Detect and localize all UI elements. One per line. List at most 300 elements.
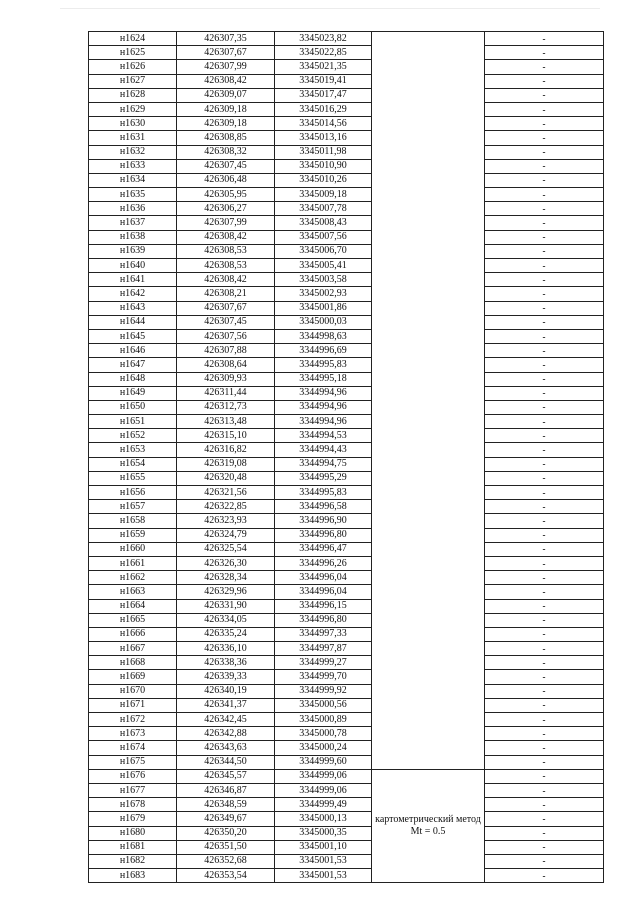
y-coordinate-cell: 3345013,16 xyxy=(275,131,372,145)
dash-cell: - xyxy=(485,684,604,698)
y-coordinate-cell: 3344996,04 xyxy=(275,585,372,599)
dash-cell: - xyxy=(485,386,604,400)
x-coordinate-cell: 426339,33 xyxy=(177,670,275,684)
point-name-cell: н1657 xyxy=(89,500,177,514)
table-row xyxy=(89,783,604,797)
y-coordinate-cell: 3345007,78 xyxy=(275,202,372,216)
table-row xyxy=(89,117,604,131)
dash-cell: - xyxy=(485,713,604,727)
y-coordinate-cell: 3345000,89 xyxy=(275,713,372,727)
table-row xyxy=(89,273,604,287)
dash-cell: - xyxy=(485,145,604,159)
x-coordinate-cell: 426321,56 xyxy=(177,486,275,500)
y-coordinate-cell: 3345000,35 xyxy=(275,826,372,840)
y-coordinate-cell: 3345016,29 xyxy=(275,102,372,116)
x-coordinate-cell: 426307,45 xyxy=(177,159,275,173)
table-row xyxy=(89,854,604,868)
x-coordinate-cell: 426315,10 xyxy=(177,429,275,443)
y-coordinate-cell: 3344999,06 xyxy=(275,783,372,797)
x-coordinate-cell: 426307,56 xyxy=(177,329,275,343)
table-row xyxy=(89,358,604,372)
table-row xyxy=(89,627,604,641)
point-name-cell: н1667 xyxy=(89,642,177,656)
x-coordinate-cell: 426307,45 xyxy=(177,315,275,329)
y-coordinate-cell: 3345001,10 xyxy=(275,840,372,854)
dash-cell: - xyxy=(485,88,604,102)
method-cell: картометрический метод Mt = 0.5 xyxy=(372,769,485,883)
dash-cell: - xyxy=(485,585,604,599)
dash-cell: - xyxy=(485,798,604,812)
x-coordinate-cell: 426307,35 xyxy=(177,32,275,46)
dash-cell: - xyxy=(485,60,604,74)
x-coordinate-cell: 426308,21 xyxy=(177,287,275,301)
point-name-cell: н1626 xyxy=(89,60,177,74)
point-name-cell: н1633 xyxy=(89,159,177,173)
dash-cell: - xyxy=(485,46,604,60)
y-coordinate-cell: 3345001,53 xyxy=(275,854,372,868)
dash-cell: - xyxy=(485,826,604,840)
point-name-cell: н1634 xyxy=(89,173,177,187)
point-name-cell: н1645 xyxy=(89,329,177,343)
dash-cell: - xyxy=(485,32,604,46)
y-coordinate-cell: 3345009,18 xyxy=(275,188,372,202)
point-name-cell: н1640 xyxy=(89,259,177,273)
point-name-cell: н1627 xyxy=(89,74,177,88)
x-coordinate-cell: 426348,59 xyxy=(177,798,275,812)
dash-cell: - xyxy=(485,244,604,258)
point-name-cell: н1674 xyxy=(89,741,177,755)
x-coordinate-cell: 426308,42 xyxy=(177,230,275,244)
point-name-cell: н1656 xyxy=(89,486,177,500)
point-name-cell: н1660 xyxy=(89,542,177,556)
table-row xyxy=(89,741,604,755)
table-row xyxy=(89,486,604,500)
point-name-cell: н1679 xyxy=(89,812,177,826)
table-row xyxy=(89,429,604,443)
point-name-cell: н1666 xyxy=(89,627,177,641)
dash-cell: - xyxy=(485,500,604,514)
table-row xyxy=(89,656,604,670)
table-row xyxy=(89,798,604,812)
x-coordinate-cell: 426309,18 xyxy=(177,117,275,131)
x-coordinate-cell: 426306,48 xyxy=(177,173,275,187)
x-coordinate-cell: 426308,53 xyxy=(177,244,275,258)
x-coordinate-cell: 426308,64 xyxy=(177,358,275,372)
y-coordinate-cell: 3345022,85 xyxy=(275,46,372,60)
point-name-cell: н1629 xyxy=(89,102,177,116)
dash-cell: - xyxy=(485,869,604,883)
point-name-cell: н1655 xyxy=(89,471,177,485)
point-name-cell: н1648 xyxy=(89,372,177,386)
dash-cell: - xyxy=(485,812,604,826)
y-coordinate-cell: 3344996,80 xyxy=(275,528,372,542)
table-row xyxy=(89,727,604,741)
x-coordinate-cell: 426309,18 xyxy=(177,102,275,116)
x-coordinate-cell: 426342,45 xyxy=(177,713,275,727)
y-coordinate-cell: 3344999,92 xyxy=(275,684,372,698)
y-coordinate-cell: 3345007,56 xyxy=(275,230,372,244)
y-coordinate-cell: 3345006,70 xyxy=(275,244,372,258)
dash-cell: - xyxy=(485,741,604,755)
x-coordinate-cell: 426308,32 xyxy=(177,145,275,159)
dash-cell: - xyxy=(485,315,604,329)
table-row xyxy=(89,329,604,343)
point-name-cell: н1665 xyxy=(89,613,177,627)
dash-cell: - xyxy=(485,102,604,116)
table-row xyxy=(89,46,604,60)
dash-cell: - xyxy=(485,783,604,797)
point-name-cell: н1632 xyxy=(89,145,177,159)
y-coordinate-cell: 3345010,26 xyxy=(275,173,372,187)
dash-cell: - xyxy=(485,415,604,429)
x-coordinate-cell: 426323,93 xyxy=(177,514,275,528)
x-coordinate-cell: 426350,20 xyxy=(177,826,275,840)
y-coordinate-cell: 3345000,13 xyxy=(275,812,372,826)
y-coordinate-cell: 3344994,96 xyxy=(275,400,372,414)
dash-cell: - xyxy=(485,840,604,854)
point-name-cell: н1630 xyxy=(89,117,177,131)
table-row xyxy=(89,514,604,528)
x-coordinate-cell: 426349,67 xyxy=(177,812,275,826)
y-coordinate-cell: 3344994,53 xyxy=(275,429,372,443)
dash-cell: - xyxy=(485,358,604,372)
dash-cell: - xyxy=(485,287,604,301)
table-row xyxy=(89,457,604,471)
x-coordinate-cell: 426331,90 xyxy=(177,599,275,613)
point-name-cell: н1625 xyxy=(89,46,177,60)
y-coordinate-cell: 3344996,15 xyxy=(275,599,372,613)
dash-cell: - xyxy=(485,457,604,471)
point-name-cell: н1653 xyxy=(89,443,177,457)
dash-cell: - xyxy=(485,159,604,173)
dash-cell: - xyxy=(485,301,604,315)
x-coordinate-cell: 426309,07 xyxy=(177,88,275,102)
x-coordinate-cell: 426338,36 xyxy=(177,656,275,670)
x-coordinate-cell: 426328,34 xyxy=(177,571,275,585)
y-coordinate-cell: 3344994,75 xyxy=(275,457,372,471)
table-row xyxy=(89,145,604,159)
table-row xyxy=(89,131,604,145)
dash-cell: - xyxy=(485,571,604,585)
point-name-cell: н1672 xyxy=(89,713,177,727)
x-coordinate-cell: 426309,93 xyxy=(177,372,275,386)
point-name-cell: н1661 xyxy=(89,556,177,570)
table-row xyxy=(89,32,604,46)
point-name-cell: н1654 xyxy=(89,457,177,471)
scan-artifact xyxy=(60,8,600,9)
table-row xyxy=(89,230,604,244)
x-coordinate-cell: 426311,44 xyxy=(177,386,275,400)
y-coordinate-cell: 3345014,56 xyxy=(275,117,372,131)
dash-cell: - xyxy=(485,599,604,613)
x-coordinate-cell: 426322,85 xyxy=(177,500,275,514)
y-coordinate-cell: 3345005,41 xyxy=(275,259,372,273)
x-coordinate-cell: 426312,73 xyxy=(177,400,275,414)
table-row xyxy=(89,159,604,173)
point-name-cell: н1680 xyxy=(89,826,177,840)
x-coordinate-cell: 426341,37 xyxy=(177,698,275,712)
x-coordinate-cell: 426324,79 xyxy=(177,528,275,542)
dash-cell: - xyxy=(485,514,604,528)
dash-cell: - xyxy=(485,656,604,670)
table-row xyxy=(89,259,604,273)
x-coordinate-cell: 426335,24 xyxy=(177,627,275,641)
y-coordinate-cell: 3345008,43 xyxy=(275,216,372,230)
x-coordinate-cell: 426316,82 xyxy=(177,443,275,457)
table-row xyxy=(89,415,604,429)
dash-cell: - xyxy=(485,613,604,627)
x-coordinate-cell: 426308,42 xyxy=(177,273,275,287)
point-name-cell: н1641 xyxy=(89,273,177,287)
y-coordinate-cell: 3344995,29 xyxy=(275,471,372,485)
point-name-cell: н1639 xyxy=(89,244,177,258)
dash-cell: - xyxy=(485,131,604,145)
y-coordinate-cell: 3344998,63 xyxy=(275,329,372,343)
point-name-cell: н1650 xyxy=(89,400,177,414)
x-coordinate-cell: 426307,67 xyxy=(177,301,275,315)
table-row xyxy=(89,698,604,712)
y-coordinate-cell: 3344999,49 xyxy=(275,798,372,812)
table-row xyxy=(89,571,604,585)
y-coordinate-cell: 3344995,18 xyxy=(275,372,372,386)
table-row xyxy=(89,244,604,258)
y-coordinate-cell: 3344996,58 xyxy=(275,500,372,514)
table-row xyxy=(89,528,604,542)
y-coordinate-cell: 3345023,82 xyxy=(275,32,372,46)
point-name-cell: н1658 xyxy=(89,514,177,528)
y-coordinate-cell: 3344996,90 xyxy=(275,514,372,528)
dash-cell: - xyxy=(485,216,604,230)
y-coordinate-cell: 3345002,93 xyxy=(275,287,372,301)
table-row xyxy=(89,372,604,386)
point-name-cell: н1663 xyxy=(89,585,177,599)
point-name-cell: н1682 xyxy=(89,854,177,868)
x-coordinate-cell: 426351,50 xyxy=(177,840,275,854)
dash-cell: - xyxy=(485,642,604,656)
dash-cell: - xyxy=(485,259,604,273)
y-coordinate-cell: 3345017,47 xyxy=(275,88,372,102)
y-coordinate-cell: 3344996,26 xyxy=(275,556,372,570)
x-coordinate-cell: 426305,95 xyxy=(177,188,275,202)
x-coordinate-cell: 426342,88 xyxy=(177,727,275,741)
dash-cell: - xyxy=(485,556,604,570)
table-row xyxy=(89,826,604,840)
dash-cell: - xyxy=(485,670,604,684)
y-coordinate-cell: 3344994,43 xyxy=(275,443,372,457)
y-coordinate-cell: 3344999,27 xyxy=(275,656,372,670)
point-name-cell: н1644 xyxy=(89,315,177,329)
y-coordinate-cell: 3344996,47 xyxy=(275,542,372,556)
x-coordinate-cell: 426334,05 xyxy=(177,613,275,627)
point-name-cell: н1638 xyxy=(89,230,177,244)
table-row xyxy=(89,869,604,883)
y-coordinate-cell: 3345000,24 xyxy=(275,741,372,755)
point-name-cell: н1628 xyxy=(89,88,177,102)
x-coordinate-cell: 426343,63 xyxy=(177,741,275,755)
x-coordinate-cell: 426344,50 xyxy=(177,755,275,769)
y-coordinate-cell: 3344994,96 xyxy=(275,386,372,400)
table-row xyxy=(89,315,604,329)
y-coordinate-cell: 3344999,06 xyxy=(275,769,372,783)
point-name-cell: н1635 xyxy=(89,188,177,202)
table-row xyxy=(89,755,604,769)
point-name-cell: н1677 xyxy=(89,783,177,797)
method-cell-empty xyxy=(372,32,485,770)
x-coordinate-cell: 426308,42 xyxy=(177,74,275,88)
table-row xyxy=(89,74,604,88)
table-row xyxy=(89,670,604,684)
y-coordinate-cell: 3345000,78 xyxy=(275,727,372,741)
y-coordinate-cell: 3344994,96 xyxy=(275,415,372,429)
table-row xyxy=(89,400,604,414)
dash-cell: - xyxy=(485,769,604,783)
table-row xyxy=(89,840,604,854)
table-row xyxy=(89,542,604,556)
dash-cell: - xyxy=(485,202,604,216)
y-coordinate-cell: 3345011,98 xyxy=(275,145,372,159)
table-row xyxy=(89,102,604,116)
x-coordinate-cell: 426308,53 xyxy=(177,259,275,273)
point-name-cell: н1681 xyxy=(89,840,177,854)
dash-cell: - xyxy=(485,443,604,457)
table-row xyxy=(89,642,604,656)
table-row xyxy=(89,443,604,457)
table-row xyxy=(89,769,604,783)
table-row xyxy=(89,188,604,202)
table-row xyxy=(89,301,604,315)
y-coordinate-cell: 3344997,33 xyxy=(275,627,372,641)
y-coordinate-cell: 3344996,80 xyxy=(275,613,372,627)
point-name-cell: н1678 xyxy=(89,798,177,812)
y-coordinate-cell: 3345001,86 xyxy=(275,301,372,315)
x-coordinate-cell: 426319,08 xyxy=(177,457,275,471)
table-row xyxy=(89,386,604,400)
point-name-cell: н1646 xyxy=(89,344,177,358)
point-name-cell: н1636 xyxy=(89,202,177,216)
table-row xyxy=(89,88,604,102)
point-name-cell: н1647 xyxy=(89,358,177,372)
y-coordinate-cell: 3344996,04 xyxy=(275,571,372,585)
point-name-cell: н1683 xyxy=(89,869,177,883)
x-coordinate-cell: 426307,99 xyxy=(177,216,275,230)
x-coordinate-cell: 426307,67 xyxy=(177,46,275,60)
x-coordinate-cell: 426308,85 xyxy=(177,131,275,145)
x-coordinate-cell: 426340,19 xyxy=(177,684,275,698)
point-name-cell: н1649 xyxy=(89,386,177,400)
point-name-cell: н1662 xyxy=(89,571,177,585)
table-row xyxy=(89,713,604,727)
x-coordinate-cell: 426307,99 xyxy=(177,60,275,74)
y-coordinate-cell: 3345000,03 xyxy=(275,315,372,329)
y-coordinate-cell: 3345019,41 xyxy=(275,74,372,88)
table-row xyxy=(89,684,604,698)
point-name-cell: н1676 xyxy=(89,769,177,783)
point-name-cell: н1631 xyxy=(89,131,177,145)
coordinates-table-body xyxy=(89,32,604,883)
y-coordinate-cell: 3344995,83 xyxy=(275,358,372,372)
dash-cell: - xyxy=(485,471,604,485)
point-name-cell: н1669 xyxy=(89,670,177,684)
point-name-cell: н1652 xyxy=(89,429,177,443)
y-coordinate-cell: 3345001,53 xyxy=(275,869,372,883)
x-coordinate-cell: 426346,87 xyxy=(177,783,275,797)
table-row xyxy=(89,216,604,230)
table-row xyxy=(89,471,604,485)
point-name-cell: н1651 xyxy=(89,415,177,429)
point-name-cell: н1637 xyxy=(89,216,177,230)
dash-cell: - xyxy=(485,74,604,88)
x-coordinate-cell: 426306,27 xyxy=(177,202,275,216)
dash-cell: - xyxy=(485,429,604,443)
x-coordinate-cell: 426307,88 xyxy=(177,344,275,358)
x-coordinate-cell: 426320,48 xyxy=(177,471,275,485)
dash-cell: - xyxy=(485,542,604,556)
dash-cell: - xyxy=(485,854,604,868)
y-coordinate-cell: 3345021,35 xyxy=(275,60,372,74)
x-coordinate-cell: 426329,96 xyxy=(177,585,275,599)
table-row xyxy=(89,202,604,216)
y-coordinate-cell: 3344999,70 xyxy=(275,670,372,684)
dash-cell: - xyxy=(485,528,604,542)
point-name-cell: н1643 xyxy=(89,301,177,315)
table-row xyxy=(89,500,604,514)
point-name-cell: н1642 xyxy=(89,287,177,301)
y-coordinate-cell: 3345000,56 xyxy=(275,698,372,712)
x-coordinate-cell: 426326,30 xyxy=(177,556,275,570)
point-name-cell: н1668 xyxy=(89,656,177,670)
dash-cell: - xyxy=(485,486,604,500)
table-row xyxy=(89,173,604,187)
table-row xyxy=(89,344,604,358)
dash-cell: - xyxy=(485,755,604,769)
x-coordinate-cell: 426336,10 xyxy=(177,642,275,656)
dash-cell: - xyxy=(485,173,604,187)
y-coordinate-cell: 3345010,90 xyxy=(275,159,372,173)
point-name-cell: н1664 xyxy=(89,599,177,613)
dash-cell: - xyxy=(485,727,604,741)
dash-cell: - xyxy=(485,400,604,414)
dash-cell: - xyxy=(485,117,604,131)
dash-cell: - xyxy=(485,627,604,641)
y-coordinate-cell: 3344996,69 xyxy=(275,344,372,358)
table-row xyxy=(89,812,604,826)
x-coordinate-cell: 426345,57 xyxy=(177,769,275,783)
dash-cell: - xyxy=(485,698,604,712)
table-row xyxy=(89,613,604,627)
y-coordinate-cell: 3344999,60 xyxy=(275,755,372,769)
dash-cell: - xyxy=(485,329,604,343)
table-row xyxy=(89,60,604,74)
x-coordinate-cell: 426313,48 xyxy=(177,415,275,429)
table-row xyxy=(89,599,604,613)
dash-cell: - xyxy=(485,188,604,202)
x-coordinate-cell: 426352,68 xyxy=(177,854,275,868)
dash-cell: - xyxy=(485,230,604,244)
y-coordinate-cell: 3344995,83 xyxy=(275,486,372,500)
dash-cell: - xyxy=(485,344,604,358)
point-name-cell: н1659 xyxy=(89,528,177,542)
dash-cell: - xyxy=(485,273,604,287)
point-name-cell: н1670 xyxy=(89,684,177,698)
x-coordinate-cell: 426353,54 xyxy=(177,869,275,883)
point-name-cell: н1624 xyxy=(89,32,177,46)
point-name-cell: н1671 xyxy=(89,698,177,712)
table-row xyxy=(89,585,604,599)
x-coordinate-cell: 426325,54 xyxy=(177,542,275,556)
coordinates-table xyxy=(88,31,604,883)
point-name-cell: н1675 xyxy=(89,755,177,769)
y-coordinate-cell: 3345003,58 xyxy=(275,273,372,287)
